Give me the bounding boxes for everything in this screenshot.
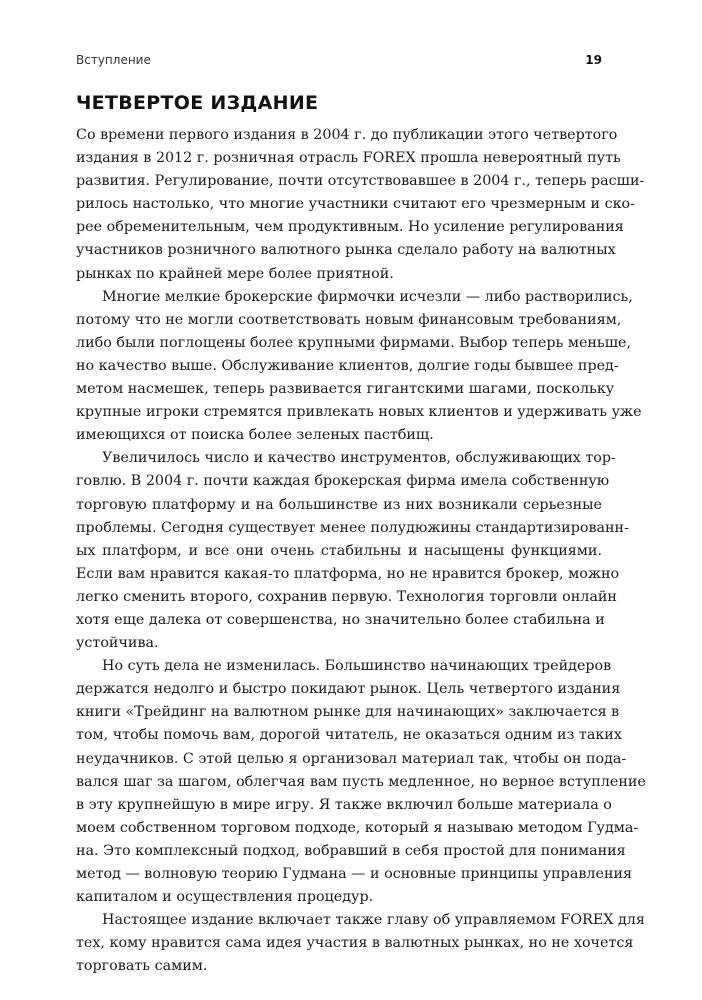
text-line: Со времени первого издания в 2004 г. до публикации этого четвертого xyxy=(76,127,618,143)
text-line: Но суть дела не изменилась. Большинство начинающих трейдеров xyxy=(102,658,612,675)
paragraph xyxy=(76,286,642,448)
text-line: держатся недолго и быстро покидают рынок. Цель четвертого издания xyxy=(76,681,621,698)
text-line: тех, кому нравится сама идея участия в валютных рынках, но не хочется xyxy=(76,935,634,952)
page-number: 19 xyxy=(585,53,602,67)
text-line: участников розничного валютного рынка сделало работу на валютных xyxy=(76,242,616,259)
text-line: потому что не могли соответствовать новым финансовым требованиям, xyxy=(76,311,622,328)
text-line: том, чтобы помочь вам, дорогой читатель, не оказаться одним из таких xyxy=(76,727,622,744)
running-head xyxy=(76,53,602,73)
text-line: Многие мелкие брокерские фирмочки исчезли — либо растворились, xyxy=(102,288,633,305)
paragraph xyxy=(76,447,629,655)
text-line: моем собственном торговом подходе, который я называю методом Гудма- xyxy=(76,819,639,836)
running-head-section: Вступление xyxy=(76,53,151,67)
text-line: торговую платформу и на большинстве из них возникали серьезные xyxy=(76,496,602,513)
text-line: имеющихся от поиска более зеленых пастбищ. xyxy=(76,427,434,444)
text-line: говлю. В 2004 г. почти каждая брокерская фирма имела собственную xyxy=(76,473,610,490)
paragraph xyxy=(76,909,645,978)
text-line: книги «Трейдинг на валютном рынке для начинающих» заключается в xyxy=(76,704,620,721)
text-line: рее обременительным, чем продуктивным. Но усиление регулирования xyxy=(76,219,624,236)
body-text xyxy=(76,124,646,978)
text-line: неудачников. С этой целью я организовал материал так, чтобы он пода- xyxy=(76,750,627,767)
text-line: издания в 2012 г. розничная отрасль FOREX прошла невероятный путь xyxy=(76,150,621,167)
text-line: метод — волновую теорию Гудмана — и основные принципы управления xyxy=(76,866,633,882)
text-line: в эту крупнейшую в мире игру. Я также включил больше материала о xyxy=(76,796,612,813)
text-line: хотя еще далека от совершенства, но значительно более стабильна и xyxy=(76,611,605,628)
paragraph xyxy=(76,655,646,909)
text-line: на. Это комплексный подход, вобравший в себя простой для понимания xyxy=(76,842,626,859)
text-line: рилось настолько, что многие участники считают его чрезмерным и ско- xyxy=(76,196,635,213)
text-line: крупные игроки стремятся привлекать новых клиентов и удерживать уже xyxy=(76,404,642,421)
text-line: Если вам нравится какая-то платформа, но не нравится брокер, можно xyxy=(76,565,620,582)
text-line: вался шаг за шагом, облегчая вам пусть медленное, но верное вступление xyxy=(76,773,646,790)
text-line: легко сменить второго, сохранив первую. Технология торговли онлайн xyxy=(76,588,617,605)
text-line: капиталом и осуществления процедур. xyxy=(76,889,374,906)
text-line: Настоящее издание включает также главу об управляемом FOREX для xyxy=(102,912,645,929)
text-line: но качество выше. Обслуживание клиентов, долгие годы бывшее пред- xyxy=(76,357,619,374)
text-line: Увеличилось число и качество инструментов, обслуживающих тор- xyxy=(102,450,616,467)
text-line: устойчива. xyxy=(76,635,159,652)
text-line: торговать самим. xyxy=(76,958,208,975)
text-line: либо были поглощены более крупными фирмами. Выбор теперь меньше, xyxy=(76,334,632,351)
text-line: проблемы. Сегодня существует менее полудюжины стандартизированн- xyxy=(76,519,629,536)
paragraph xyxy=(76,124,645,286)
text-line: развития. Регулирование, почти отсутствовавшее в 2004 г., теперь расши- xyxy=(76,173,645,190)
text-line: рынках по крайней мере более приятной. xyxy=(76,265,394,282)
text-line: ых платформ, и все они очень стабильны и насыщены функциями. xyxy=(76,542,602,559)
text-line: метом насмешек, теперь развивается гигантскими шагами, поскольку xyxy=(76,381,615,398)
section-heading: ЧЕТВЕРТОЕ ИЗДАНИЕ xyxy=(76,92,319,114)
